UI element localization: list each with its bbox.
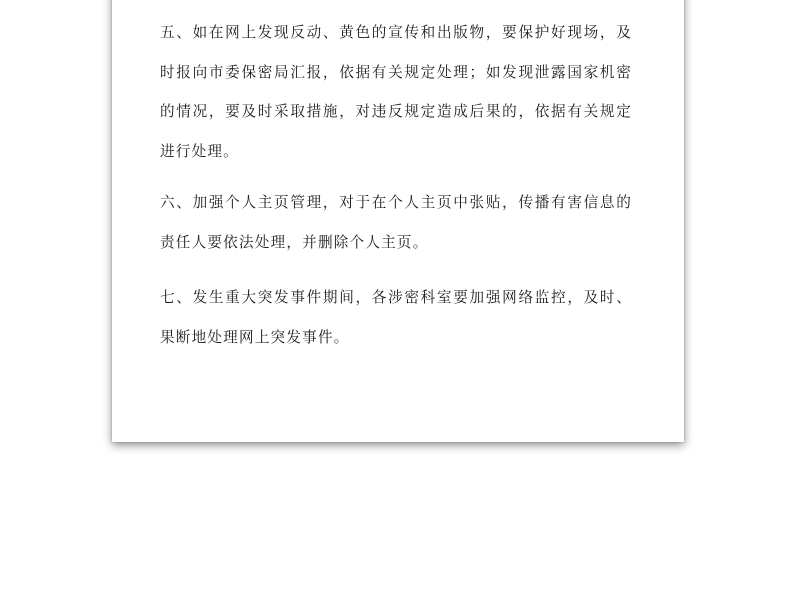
paragraph-five: 五、如在网上发现反动、黄色的宣传和出版物，要保护好现场，及时报向市委保密局汇报，依据有关规定处理；如发现泄露国家机密的情况，要及时采取措施，对违反规定造成后果的，依据有关规定进行处理。 (160, 24, 632, 160)
document-page (112, 0, 684, 442)
paragraph-six: 六、加强个人主页管理，对于在个人主页中张贴，传播有害信息的责任人要依法处理，并删除个人主页。 (160, 194, 632, 251)
paragraph-seven: 七、发生重大突发事件期间，各涉密科室要加强网络监控，及时、果断地处理网上突发事件。 (160, 289, 632, 346)
